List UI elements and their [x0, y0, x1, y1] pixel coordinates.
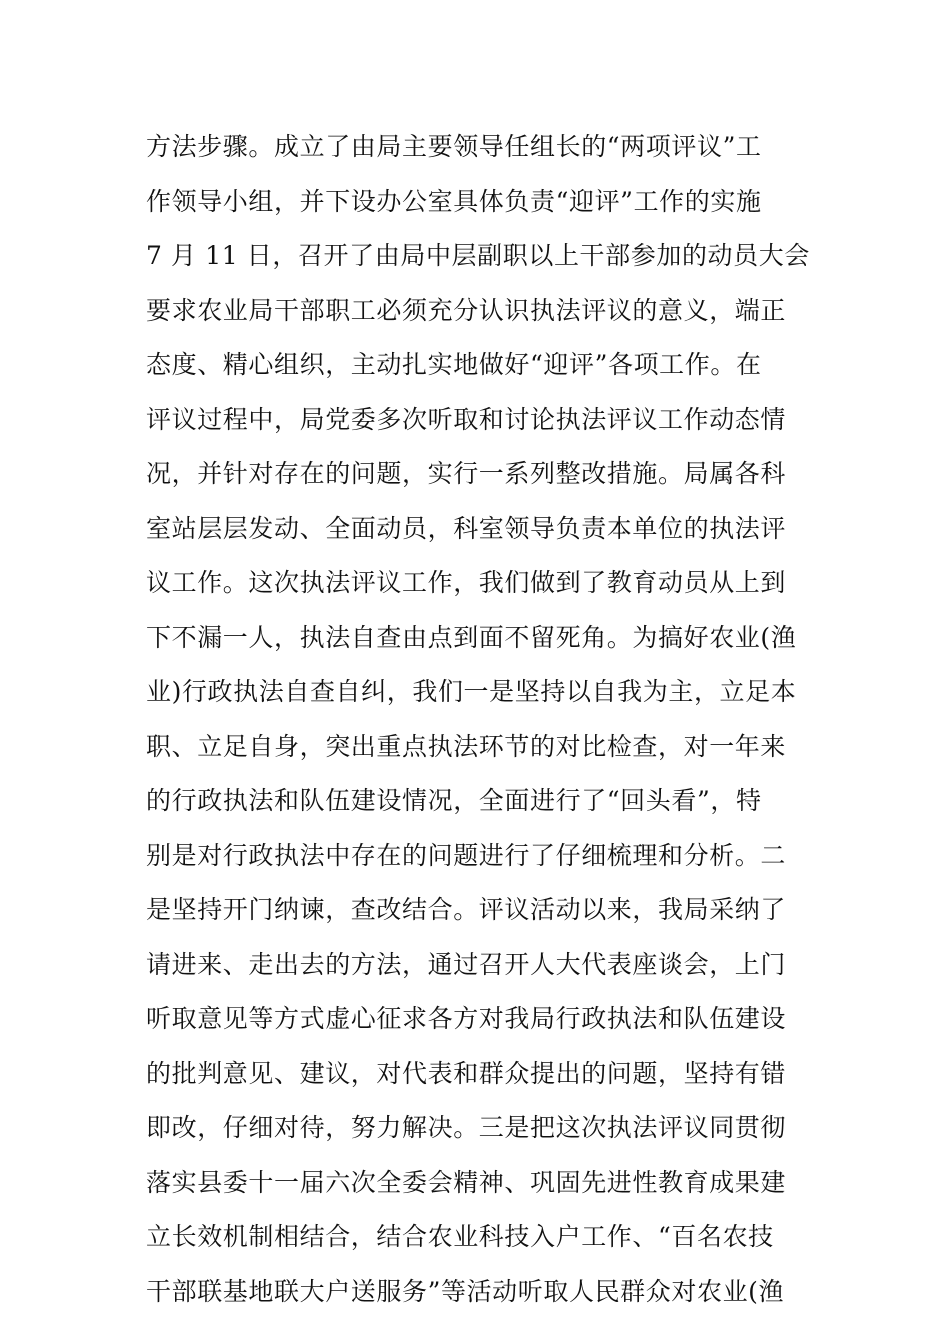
- text-line: 议工作。这次执法评议工作，我们做到了教育动员从上到: [146, 568, 787, 597]
- text-line: 业)行政执法自查自纠，我们一是坚持以自我为主，立足本: [146, 677, 797, 706]
- text-line: 请进来、走出去的方法，通过召开人大代表座谈会，上门: [146, 949, 787, 979]
- text-line: 评议过程中，局党委多次听取和讨论执法评议工作动态情: [146, 404, 787, 434]
- text-line: 别是对行政执法中存在的问题进行了仔细梳理和分析。二: [146, 840, 787, 870]
- text-line: 是坚持开门纳谏，查改结合。评议活动以来，我局采纳了: [146, 895, 787, 924]
- text-line: 作领导小组，并下设办公室具体负责“迎评”工作的实施: [146, 186, 762, 216]
- text-line: 下不漏一人，执法自查由点到面不留死角。为搞好农业(渔: [146, 622, 797, 652]
- text-line: 职、立足自身，突出重点执法环节的对比检查，对一年来: [146, 731, 787, 761]
- text-line: 况，并针对存在的问题，实行一系列整改措施。局属各科: [146, 459, 787, 488]
- body-text: [146, 120, 811, 1319]
- text-line: 的行政执法和队伍建设情况，全面进行了“回头看”，特: [146, 786, 762, 815]
- text-line: 即改，仔细对待，努力解决。三是把这次执法评议同贯彻: [146, 1113, 787, 1142]
- text-line: 的批判意见、建议，对代表和群众提出的问题，坚持有错: [146, 1058, 787, 1088]
- text-line: 干部联基地联大户送服务”等活动听取人民群众对农业(渔: [146, 1276, 785, 1306]
- text-line: 立长效机制相结合，结合农业科技入户工作、“百名农技: [146, 1222, 774, 1251]
- text-line: 要求农业局干部职工必须充分认识执法评议的意义，端正: [146, 295, 787, 325]
- text-line: 7 月 11 日，召开了由局中层副职以上干部参加的动员大会: [146, 241, 810, 270]
- text-line: 态度、精心组织，主动扎实地做好“迎评”各项工作。在: [146, 350, 762, 379]
- text-line: 方法步骤。成立了由局主要领导任组长的“两项评议”工: [146, 132, 762, 161]
- text-line: 落实县委十一届六次全委会精神、巩固先进性教育成果建: [146, 1167, 787, 1197]
- text-line: 听取意见等方式虚心征求各方对我局行政执法和队伍建设: [146, 1004, 787, 1033]
- text-line: 室站层层发动、全面动员，科室领导负责本单位的执法评: [146, 513, 787, 543]
